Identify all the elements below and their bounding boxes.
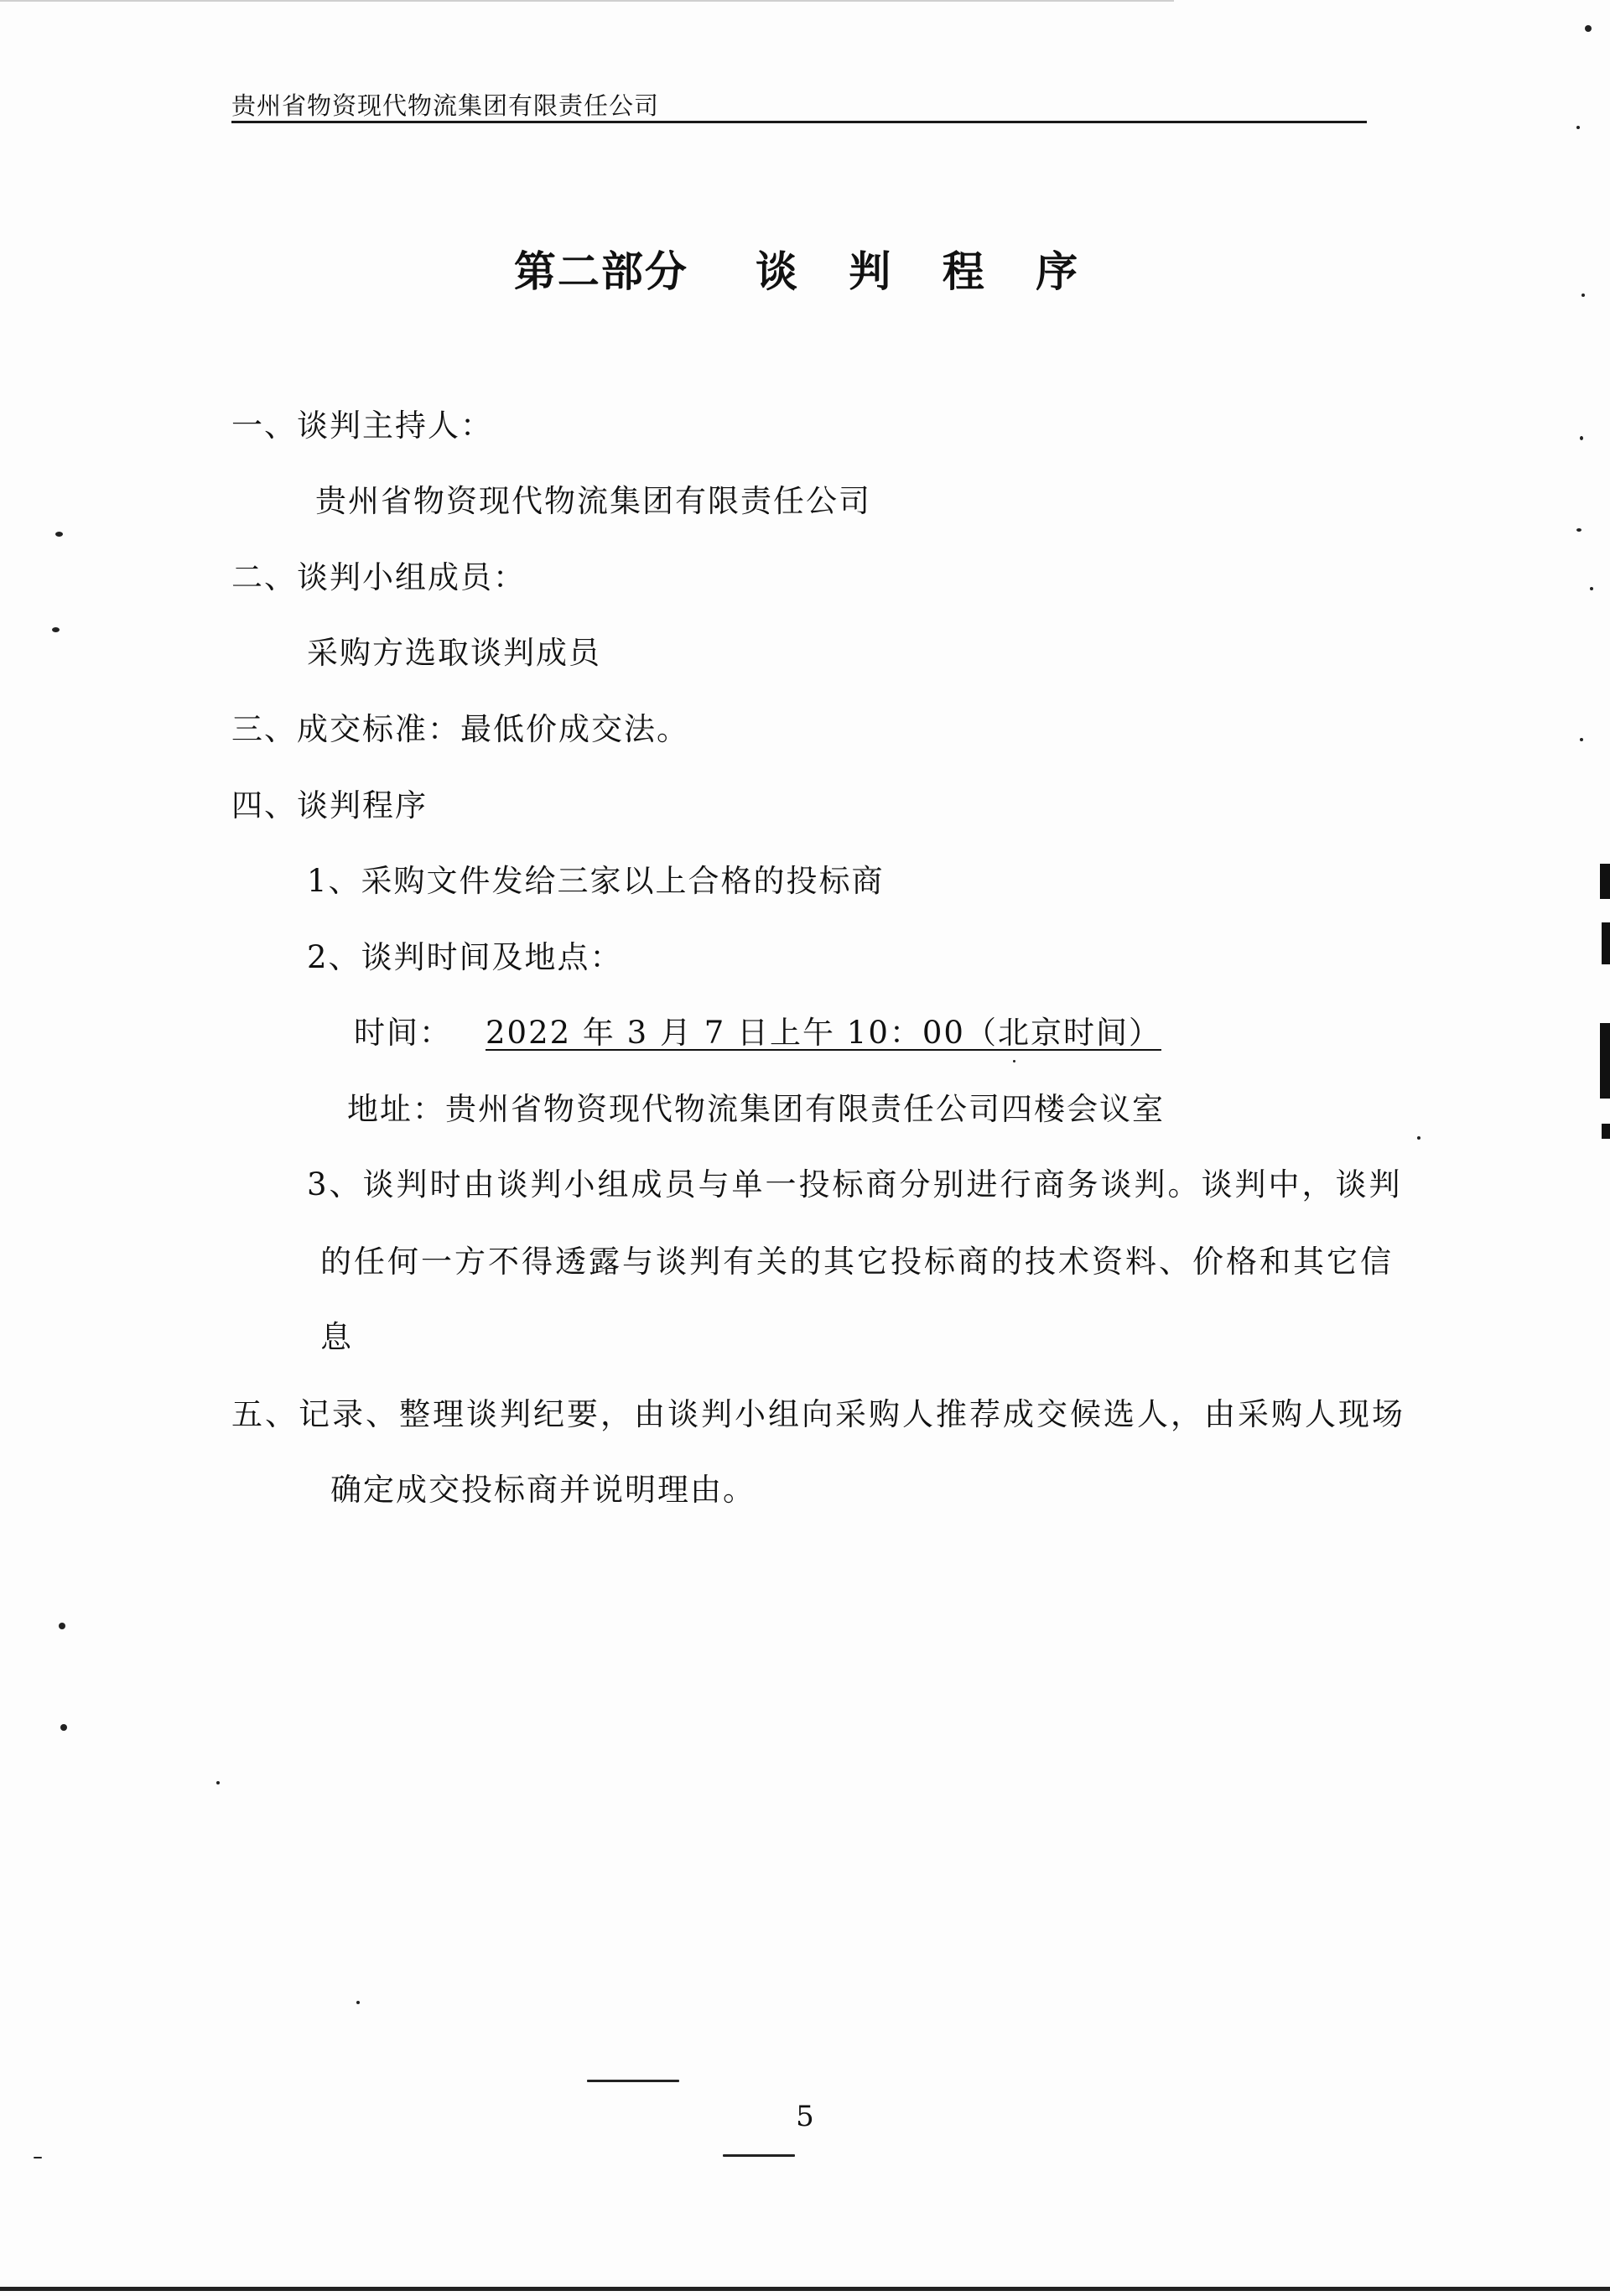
scan-speck bbox=[1013, 1060, 1015, 1062]
section-3-heading: 三、成交标准：最低价成交法。 bbox=[231, 711, 689, 747]
scan-speck bbox=[59, 1623, 65, 1629]
scan-speck bbox=[60, 1724, 67, 1731]
scan-speck bbox=[1580, 436, 1583, 440]
scan-edge-mark bbox=[1602, 1124, 1610, 1139]
section-4-item-1: 1、采购文件发给三家以上合格的投标商 bbox=[307, 863, 885, 899]
section-2-body: 采购方选取谈判成员 bbox=[307, 635, 601, 671]
page-number: 5 bbox=[796, 2100, 814, 2133]
header-company-name: 贵州省物资现代物流集团有限责任公司 bbox=[231, 91, 660, 120]
scan-speck bbox=[55, 532, 63, 537]
section-1-heading: 一、谈判主持人： bbox=[231, 408, 493, 444]
scan-speck bbox=[1576, 528, 1581, 532]
scan-speck bbox=[1590, 587, 1593, 590]
title-part: 第二部分 bbox=[513, 247, 688, 296]
section-4-heading: 四、谈判程序 bbox=[231, 787, 428, 823]
meeting-time bbox=[354, 1007, 1165, 1052]
scan-speck bbox=[1576, 126, 1580, 129]
scan-edge-mark bbox=[1600, 864, 1610, 899]
scan-speck bbox=[1581, 293, 1585, 297]
section-4-item-3-line-3: 息 bbox=[320, 1319, 353, 1355]
meeting-time-value: 2022 年 3 月 7 日上午 10：00（北京时间） bbox=[486, 1015, 1161, 1051]
section-5-line-1: 五、记录、整理谈判纪要，由谈判小组向采购人推荐成交候选人，由采购人现场 bbox=[231, 1396, 1405, 1432]
scan-speck bbox=[356, 2001, 360, 2004]
meeting-time-label: 时间： bbox=[354, 1015, 452, 1051]
header-divider bbox=[231, 121, 1367, 123]
section-1-body: 贵州省物资现代物流集团有限责任公司 bbox=[315, 483, 871, 519]
section-2-heading: 二、谈判小组成员： bbox=[231, 559, 526, 595]
scan-speck bbox=[52, 627, 60, 632]
scan-edge-mark bbox=[1602, 922, 1610, 964]
scan-edge-mark bbox=[1600, 1023, 1610, 1099]
scan-speck bbox=[34, 2157, 42, 2158]
scan-speck bbox=[216, 1781, 220, 1784]
title-name: 谈 判 程 序 bbox=[755, 247, 1097, 296]
scan-bottom-edge bbox=[0, 2287, 1610, 2291]
meeting-address: 地址：贵州省物资现代物流集团有限责任公司四楼会议室 bbox=[347, 1091, 1165, 1127]
section-5-line-2: 确定成交投标商并说明理由。 bbox=[330, 1472, 756, 1508]
scan-speck bbox=[723, 2154, 795, 2157]
scan-top-edge bbox=[0, 0, 1174, 2]
scan-speck bbox=[1580, 738, 1583, 741]
section-4-item-2: 2、谈判时间及地点： bbox=[307, 939, 623, 975]
document-title bbox=[0, 238, 1610, 299]
scan-speck bbox=[587, 2080, 679, 2082]
section-4-item-3-line-2: 的任何一方不得透露与谈判有关的其它投标商的技术资料、价格和其它信 bbox=[320, 1244, 1394, 1280]
scan-speck bbox=[1417, 1136, 1420, 1140]
section-4-item-3-line-1: 3、谈判时由谈判小组成员与单一投标商分别进行商务谈判。谈判中，谈判 bbox=[307, 1166, 1403, 1203]
scan-speck bbox=[1585, 25, 1592, 32]
